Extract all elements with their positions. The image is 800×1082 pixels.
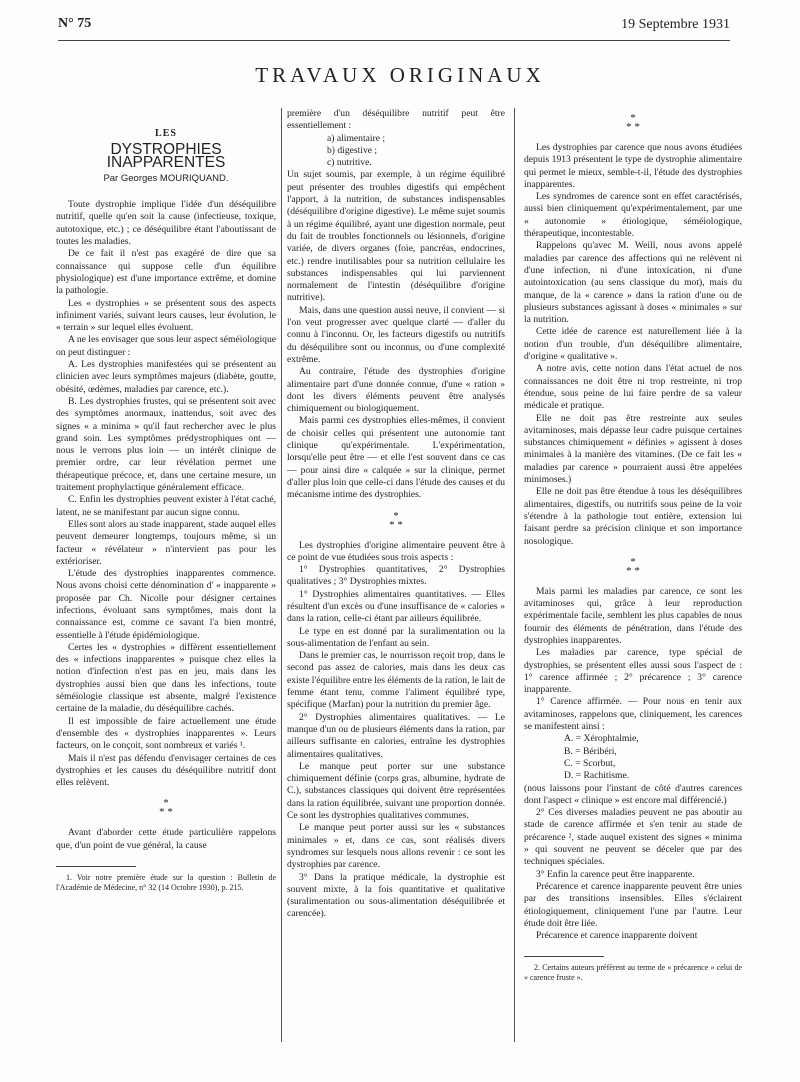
paragraph: C. Enfin les dystrophies peuvent exister à l'état caché, latent, ne se manifestant par aucun signe connu. [56,494,276,518]
section-separator-stars: * * * [626,112,640,133]
list-item: c) nutritive. [327,157,372,169]
list-item: b) digestive ; [327,144,378,156]
column-divider [281,108,282,1042]
list-item: a) alimentaire ; [327,132,386,144]
paragraph: 1° Dystrophies quantitatives, 2° Dystrophies qualitatives ; 3° Dystrophies mixtes. [287,564,505,588]
paragraph: 2° Dystrophies alimentaires qualitatives. — Le manque d'un ou de plusieurs éléments dans la ration, par ailleurs suffisante en calories, entraîne les dystrophies alimentaires qualitatives. [287,711,505,760]
paragraph: Cette idée de carence est naturellement liée à la notion d'un trouble, d'un déséquilibre alimentaire, d'origine « qualitative ». [524,326,742,363]
header-rule [58,40,730,41]
paragraph: Mais parmi les maladies par carence, ce sont les avitaminoses qui, grâce à leur reproduction expérimentale facile, semblent les plus capables de nous fournir des éléments de pénétration, dans l'étude des dystrophies inapparentes. [524,585,742,646]
paragraph: Avant d'aborder cette étude particulière rappelons que, d'un point de vue général, la cause [56,827,276,851]
footnote: 1. Voir notre première étude sur la question : Bulletin de l'Académie de Médecine, n° 32 (14 Octobre 1930), p. 215. [56,873,276,893]
paragraph: B. Les dystrophies frustes, qui se présentent soit avec des symptômes anormaux, inattendus, soit avec des signes « a minima » qu'il faut rechercher avec le plus grand soin. Les symptômes prédystrophiques ont — nous le verrons plus loin — un intérêt clinique de premier ordre, car leur révélation permet une thérapeutique précoce, et, dans une certaine mesure, un traitement prophylactique généralement efficace. [56,395,276,494]
list-item: D. = Rachitisme. [564,770,630,782]
paragraph: Elle ne doit pas être restreinte aux seules avitaminoses, mais dépasse leur cadre puisque certaines substances chimiquement « définies » agissent à doses minimales à la manière des vitamines. (De ce fait les « maladies par carence » pourraient aussi être appelées minimoses.) [524,412,742,486]
paragraph: première d'un déséquilibre nutritif peut être essentiellement : [287,108,505,132]
section-title: TRAVAUX ORIGINAUX [255,63,545,87]
list-item: B. = Béribéri, [564,745,617,757]
carence-list [524,733,742,782]
paragraph: Les maladies par carence, type spécial de dystrophies, se présentent elles aussi sous l'aspect de : 1° carence affirmée ; 2° précarence ; 3° carence inapparente. [524,647,742,696]
paragraph: Dans le premier cas, le nourrisson reçoit trop, dans le second pas assez de calories, mais dans les deux cas existe l'équilibre entre les éléments de la ration, le lait de femme étant tenu, comme l'aliment équilibré type, spécifique (Marfan) pour la nutrition du premier âge. [287,650,505,711]
paragraph: Les « dystrophies » se présentent sous des aspects infiniment variés, suivant leurs causes, leur évolution, le « terrain » sur lequel elles évoluent. [56,297,276,334]
paragraph: Certes les « dystrophies » diffèrent essentiellement des « infections inapparentes » puisque chez elles la notion d'infection n'est pas en jeu, mais dans les dystrophies aussi bien que dans les infections, toute séméiologie classique est absente, malgré l'existence certaine de la maladie, du déséquilibre cachés. [56,641,276,715]
footnote-rule [524,956,604,957]
paragraph: Mais, dans une question aussi neuve, il convient — si l'on veut progresser avec quelque clarté — d'aller du connu à l'inconnu. Or, les facteurs digestifs ou nutritifs du déséquilibre sont ou inconnus, ou d'une complexité extrême. [287,304,505,365]
paragraph: Les syndromes de carence sont en effet caractérisés, aussi bien cliniquement qu'expérimentalement, par une « autonomie » étiologique, séméiologique, thérapeutique, incontestable. [524,191,742,240]
issue-date: 19 Septembre 1931 [621,17,730,32]
section-separator-stars: * * * [389,509,403,531]
paragraph: (nous laissons pour l'instant de côté d'autres carences dont l'aspect « clinique » est encore mal différencié.) [524,782,742,806]
paragraph: Les dystrophies d'origine alimentaire peuvent être à ce point de vue étudiées sous trois aspects : [287,539,505,563]
paragraph: 2° Ces diverses maladies peuvent ne pas aboutir au stade de carence affirmée et s'en tenir au stade de précarence ², stade auquel existent des signes « minima » qui souvent ne peuvent se déceler que par des techniques spéciales. [524,807,742,868]
issue-number: N° 75 [58,16,92,31]
paragraph: Elles sont alors au stade inapparent, stade auquel elles peuvent demeurer longtemps, toujours même, si un facteur « révélateur » n'intervient pas pour les extérioriser. [56,518,276,567]
section-separator-stars: * * * [626,555,640,577]
list-item: C. = Scorbut, [564,757,616,769]
column-2 [287,108,505,921]
list-item: A. = Xérophtalmie, [564,733,639,745]
paragraph: Précarence et carence inapparente doivent [536,930,698,942]
paragraph: 1° Dystrophies alimentaires quantitatives. — Elles résultent d'un excès ou d'une insuffisance de « calories » dans la ration, celle-ci étant par ailleurs équilibrée. [287,588,505,625]
paragraph: Le manque peut porter sur une substance chimiquement définie (corps gras, albumine, hydrate de C.), substances classiques qui doivent être représentées dans la ration équilibrée, suivant une proportion donnée. Ce sont les dystrophies qualitatives communes. [287,760,505,822]
section-separator-stars: * * * [159,797,173,819]
article-title: DYSTROPHIES INAPPARENTES [106,141,226,171]
paragraph: Elle ne doit pas être étendue à tous les déséquilibres alimentaires, digestifs, ou nutritifs sous peine de la voir s'étendre à la pathologie tout entière, extension lui faisant perdre sa précision clinique et son importance nosologique. [524,486,742,547]
paragraph: Rappelons qu'avec M. Weill, nous avons appelé maladies par carence des affections qui ne relèvent ni d'une infection, ni d'une intoxication, ni d'une autointoxication (au sens classique du mot), mais du manque, de la « carence » dans la ration d'une ou de plusieurs substances agissant à doses « minimales » sur la nutrition. [524,240,742,326]
footnote: 2. Certains auteurs préfèrent au terme de « précarence » celui de « carence fruste ». [524,963,742,983]
paragraph: A notre avis, cette notion dans l'état actuel de nos connaissances ne doit être ni trop restreinte, ni trop étendue, sous peine de lui faire perdre de sa valeur médicale et pratique. [524,363,742,412]
paragraph: 1° Carence affirmée. — Pour nous en tenir aux avitaminoses, rappelons que, cliniquement, les carences se manifestent ainsi : [524,696,742,733]
paragraph: Au contraire, l'étude des dystrophies d'origine alimentaire part d'une donnée connue, d'une « ration » dont les divers éléments peuvent être analysés chimiquement ou biologiquement. [287,366,505,415]
paragraph: 3° Enfin la carence peut être inapparente. [536,868,695,880]
paragraph: Mais parmi ces dystrophies elles-mêmes, il convient de choisir celles qui présentent une autonomie tant clinique qu'expérimentale. L'expérimentation, lorsqu'elle peut être — et elle l'est souvent dans ce cas — pour ainsi dire « calquée » sur la clinique, permet d'aller plus loin que celle-ci dans l'étude des causes et du mécanisme intime des dystrophies. [287,415,505,501]
column-divider [514,108,515,1042]
paragraph: Les dystrophies par carence que nous avons étudiées depuis 1913 présentent le type de dystrophie alimentaire qui permet le mieux, semble-t-il, l'étude des dystrophies inapparentes. [524,142,742,190]
paragraph: Le manque peut porter aussi sur les « substances minimales » et, dans ce cas, sont réalisés divers syndromes sur lesquels nous allons revenir : ce sont les dystrophies par carence. [287,822,505,871]
paragraph: Le type en est donné par la suralimentation ou la sous-alimentation de l'enfant au sein. [287,625,505,649]
cause-list [287,133,505,170]
paragraph: Un sujet soumis, par exemple, à un régime équilibré peut présenter des troubles digestifs qui empêchent l'apport, à la nutrition, de substances indispensables (déséquilibre d'origine digestive). Le même sujet soumis à un régime équilibré, ayant une digestion normale, peut du fait de troubles fonctionnels ou lésionnels, d'origine variée, de divers organes (foie, pancréas, endocrines, etc.) rendre inutilisables pour sa nutrition cellulaire les substances indispensables qui lui parviennent normalement de l'intestin (déséquilibre d'origine nutritive). [287,169,505,304]
paragraph: Mais il n'est pas défendu d'envisager certaines de ces dystrophies et les causes du déséquilibre nutritif dont elles relèvent. [56,752,276,789]
paragraph: Il est impossible de faire actuellement une étude d'ensemble des « dystrophies inapparentes ». Leurs facteurs, on le conçoit, sont nombreux et variés ¹. [56,715,276,752]
footnote-rule [56,866,136,867]
article-byline: Par Georges MOURIQUAND. [103,172,229,184]
article-kicker: LES [155,128,177,139]
paragraph: A. Les dystrophies manifestées qui se présentent au clinicien avec leurs symptômes majeurs (diabète, goutte, obésité, œdèmes, maladies par carence, etc.). [56,359,276,395]
paragraph: De ce fait il n'est pas exagéré de dire que sa connaissance qui suppose celle d'un équilibre physiologique) est d'une importance extrême, et domine la pathologie. [56,248,276,297]
paragraph: Toute dystrophie implique l'idée d'un déséquilibre nutritif, quelle qu'en soit la cause (infectieuse, toxique, autotoxique, etc.) ; ce déséquilibre étant l'aboutissant de toutes les maladies. [56,199,276,248]
paragraph: 3° Dans la pratique médicale, la dystrophie est souvent mixte, à la fois quantitative et qualitative (suralimentation ou sous-alimentation déséquilibrée et carencée). [287,871,505,920]
paragraph: L'étude des dystrophies inapparentes commence. Nous avons choisi cette dénomination d' « inapparente » proposée par Ch. Nicolle pour désigner certaines infections, évoluant sans symptômes, mais dont la connaissance est, comme ce savant l'a bien montré, essentielle à l'étude épidémiologique. [56,568,276,641]
paragraph: Précarence et carence inapparente peuvent être unies par des transitions insensibles. Elles s'éclairent étiologiquement, cliniquement l'une par l'autre. Leur étude doit être liée. [524,880,742,929]
paragraph: A ne les envisager que sous leur aspect séméiologique on peut distinguer : [56,334,276,358]
column-3 [524,108,742,983]
column-1 [56,108,276,893]
